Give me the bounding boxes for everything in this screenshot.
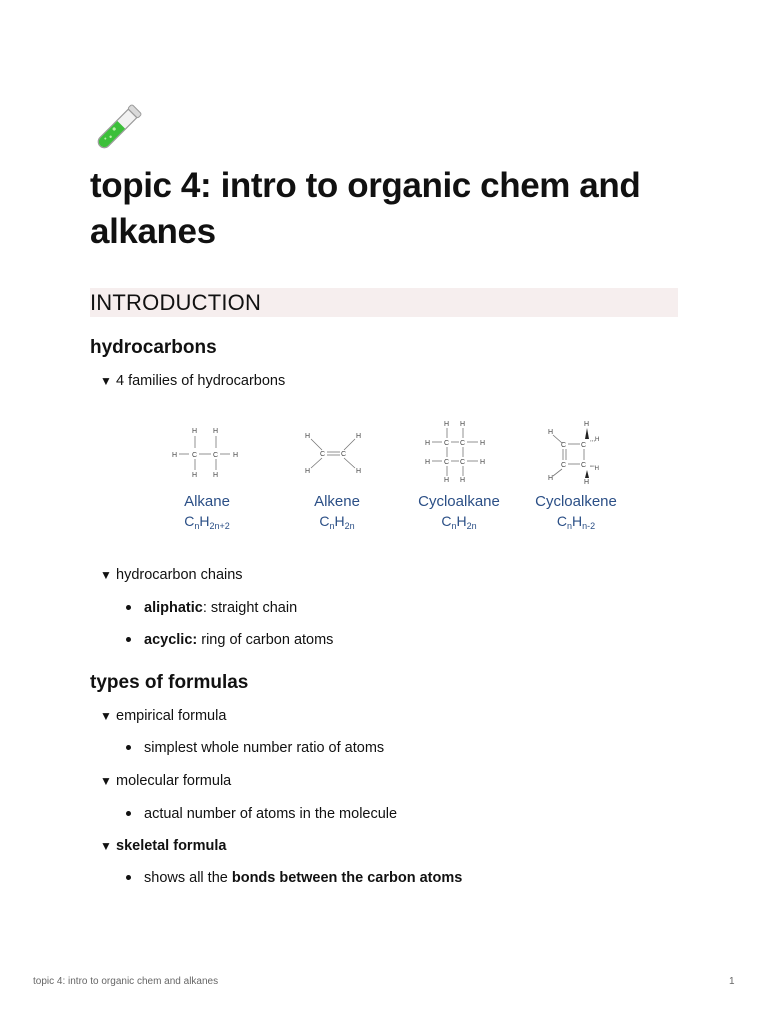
svg-text:C: C [581, 462, 587, 469]
svg-text:H: H [305, 468, 311, 475]
list-item [126, 598, 297, 618]
cycloalkane-structure [425, 421, 485, 484]
list-item [126, 868, 462, 888]
toggle-triangle-icon: ▼ [100, 709, 112, 723]
section-heading-introduction [90, 288, 678, 317]
page-title: topic 4: intro to organic chem and alkanes [90, 166, 641, 251]
svg-text:H: H [192, 472, 198, 479]
svg-text:H: H [213, 472, 219, 479]
svg-text:C: C [581, 442, 587, 449]
svg-text:C: C [341, 451, 347, 458]
alkene-structure [305, 433, 361, 475]
formula-cycloalkene: $C_nH_{n-2}$ [556, 513, 596, 531]
svg-text:C: C [460, 440, 466, 447]
toggle-triangle-icon: ▼ [100, 568, 112, 582]
label-alkene: Alkene [314, 493, 360, 510]
structures-svg [160, 414, 630, 544]
hydrocarbon-families-figure [160, 414, 630, 544]
svg-text:H: H [356, 433, 362, 440]
toggle-triangle-icon: ▼ [100, 374, 112, 388]
svg-text:C: C [444, 440, 450, 447]
alkane-structure [172, 428, 238, 479]
svg-text:H: H [425, 440, 431, 447]
svg-text:H: H [548, 429, 554, 436]
svg-text:H: H [213, 428, 219, 435]
list-item [126, 804, 397, 824]
svg-text:H: H [584, 421, 590, 428]
test-tube-icon [88, 99, 146, 159]
svg-text:H: H [444, 477, 450, 484]
label-alkane: Alkane [184, 493, 230, 510]
cycloalkene-structure [548, 421, 599, 486]
term-aliphatic: aliphatic [144, 600, 203, 616]
formula-alkane: $C_nH_{2n+2}$ [184, 513, 230, 531]
toggle-label: hydrocarbon chains [116, 567, 243, 583]
bullet-icon [126, 637, 131, 642]
toggle-label: 4 families of hydrocarbons [116, 373, 286, 389]
toggle-label: molecular formula [116, 773, 232, 789]
svg-text:C: C [460, 459, 466, 466]
svg-text:H: H [480, 459, 486, 466]
list-item [126, 738, 384, 758]
toggle-molecular-formula[interactable] [100, 771, 231, 791]
svg-text:H: H [460, 477, 466, 484]
svg-text:''''H: ''''H [590, 466, 599, 472]
empirical-definition: simplest whole number ratio of atoms [144, 740, 385, 756]
svg-text:H: H [480, 440, 486, 447]
label-cycloalkene: Cycloalkene [535, 493, 617, 510]
svg-text:H: H [305, 433, 311, 440]
bullet-icon [126, 811, 131, 816]
svg-text:H: H [172, 452, 178, 459]
toggle-label: skeletal formula [116, 838, 227, 854]
toggle-hydrocarbon-chains[interactable] [100, 565, 243, 585]
svg-text:H: H [444, 421, 450, 428]
bullet-icon [126, 745, 131, 750]
svg-text:C: C [192, 452, 198, 459]
figure-labels [184, 493, 617, 510]
toggle-empirical-formula[interactable] [100, 706, 226, 726]
svg-text:H: H [548, 475, 554, 482]
molecular-definition: actual number of atoms in the molecule [144, 806, 398, 822]
figure-formulas [184, 513, 595, 531]
svg-text:C: C [213, 452, 219, 459]
svg-text:H: H [192, 428, 198, 435]
definition-acyclic: ring of carbon atoms [197, 632, 334, 648]
toggle-triangle-icon: ▼ [100, 839, 112, 853]
svg-text:H: H [584, 479, 590, 486]
definition-aliphatic: : straight chain [202, 600, 298, 616]
svg-text:C: C [320, 451, 326, 458]
formula-cycloalkane: $C_nH_{2n}$ [441, 513, 477, 531]
svg-text:H: H [425, 459, 431, 466]
footer-page-number: 1 [729, 976, 735, 987]
svg-text:C: C [561, 462, 567, 469]
formula-alkene: $C_nH_{2n}$ [319, 513, 355, 531]
bullet-icon [126, 605, 131, 610]
footer-title: topic 4: intro to organic chem and alkanes [33, 976, 219, 987]
svg-text:C: C [444, 459, 450, 466]
toggle-label: empirical formula [116, 708, 227, 724]
label-cycloalkane: Cycloalkane [418, 493, 500, 510]
term-acyclic: acyclic: [144, 632, 198, 648]
svg-text:C: C [561, 442, 567, 449]
toggle-skeletal-formula[interactable] [100, 836, 226, 856]
heading-types-of-formulas: types of formulas [90, 672, 249, 693]
list-item [126, 630, 333, 650]
skeletal-definition: shows all the [144, 870, 232, 886]
svg-text:H: H [233, 452, 239, 459]
skeletal-definition-bold: bonds between the carbon atoms [231, 870, 463, 886]
svg-text:H: H [460, 421, 466, 428]
bullet-icon [126, 875, 131, 880]
svg-text:H: H [356, 468, 362, 475]
svg-text:,,,H: ,,,H [590, 437, 600, 443]
toggle-triangle-icon: ▼ [100, 774, 112, 788]
heading-hydrocarbons: hydrocarbons [90, 337, 217, 358]
toggle-families[interactable] [100, 371, 285, 391]
section-heading-label: INTRODUCTION [90, 290, 262, 315]
